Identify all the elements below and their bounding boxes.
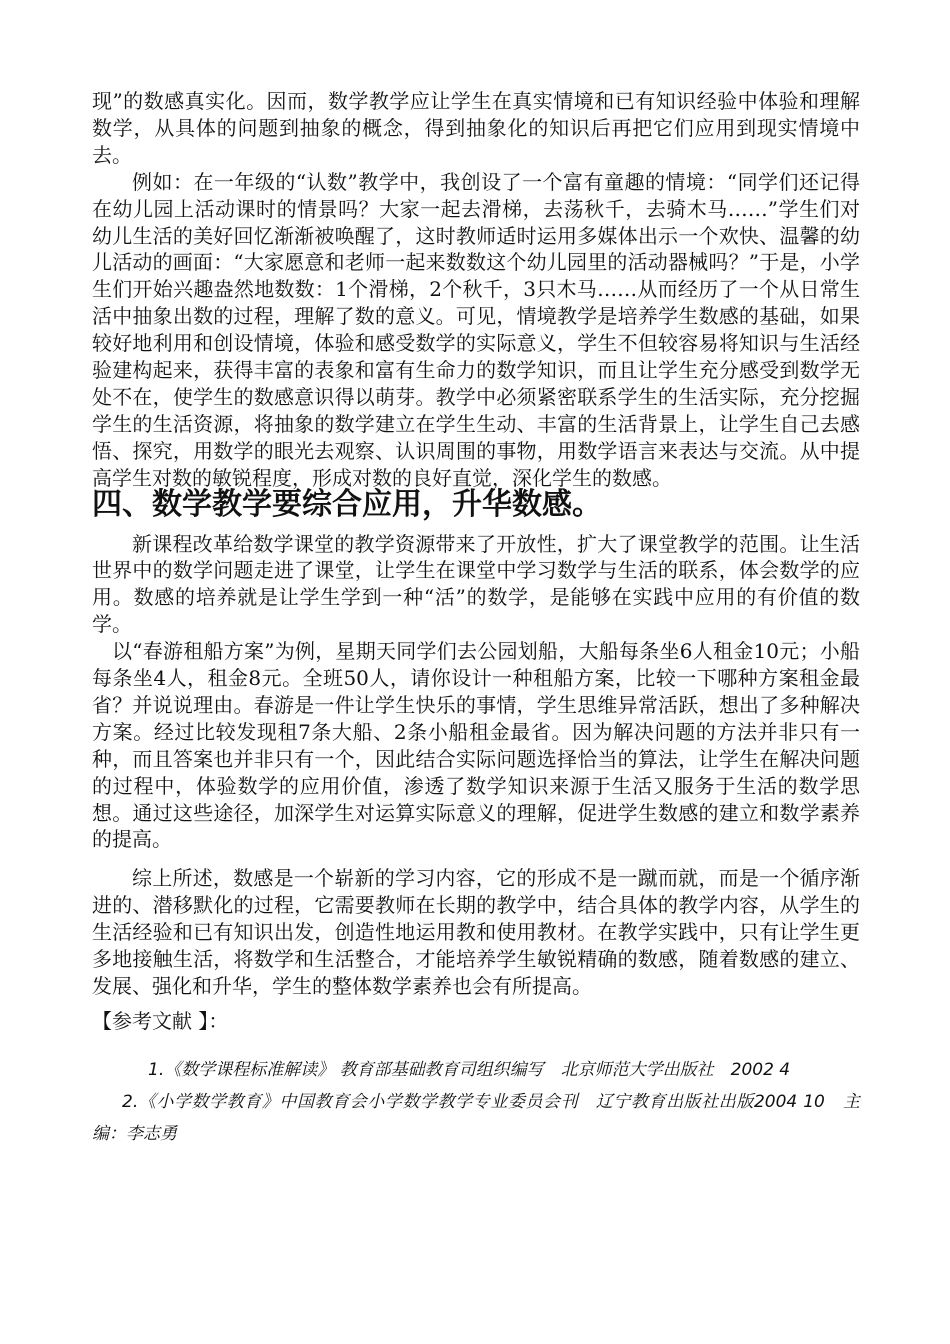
- paragraph-summary: 综上所述，数感是一个崭新的学习内容，它的形成不是一蹴而就，而是一个循序渐进的、潜移默化的过程，它需要教师在长期的教学中，结合具体的教学内容，从学生的生活经验和已有知识出发，创造性地运用教和使用教材。在教学实践中，只有让学生更多地接触生活，将数学和生活整合，才能培养学生敏锐精确的数感，随着数感的建立、发展、强化和升华，学生的整体数学素养也会有所提高。: [92, 866, 860, 998]
- paragraph-boat-rental: 以“春游租船方案”为例，星期天同学们去公园划船，大船每条坐6人租金10元；小船每条坐4人，租金8元。全班50人，请你设计一种租船方案，比较一下哪种方案租金最省？并说说理由。春游是一件让学生快乐的事情，学生思维异常活跃，想出了多种解决方案。经过比较发现租7条大船、2条小船租金最省。因为解决问题的方法并非只有一种，而且答案也并非只有一个，因此结合实际问题选择恰当的算法，让学生在解决问题的过程中，体验数学的应用价值，渗透了数学知识来源于生活又服务于生活的数学思想。通过这些途径，加深学生对运算实际意义的理解，促进学生数感的建立和数学素养的提高。: [92, 639, 860, 852]
- reference-item-1: 1.《数学课程标准解读》 教育部基础教育司组织编写 北京师范大学出版社 2002 4: [148, 1059, 791, 1080]
- reference-item-2: 2.《小学数学教育》中国教育会小学数学教学专业委员会刊 辽宁教育出版社出版2004 10 主编：李志勇: [92, 1091, 860, 1144]
- paragraph-intro: 现”的数感真实化。因而，数学教学应让学生在真实情境和已有知识经验中体验和理解数学，从具体的问题到抽象的概念，得到抽象化的知识后再把它们应用到现实情境中去。: [92, 89, 860, 167]
- article-body: [92, 88, 860, 1150]
- references-heading: 【参考文献 】：: [92, 1008, 229, 1033]
- section-heading-4: 四、数学教学要综合应用，升华数感。: [92, 486, 602, 522]
- paragraph-example-counting: 例如：在一年级的“认数”教学中，我创设了一个富有童趣的情境：“同学们还记得在幼儿园上活动课时的情景吗？大家一起去滑梯，去荡秋千，去骑木马……”学生们对幼儿生活的美好回忆渐渐被唤醒了，这时教师适时运用多媒体出示一个欢快、温馨的幼儿活动的画面：“大家愿意和老师一起来数数这个幼儿园里的活动器械吗？”于是，小学生们开始兴趣盎然地数数：1个滑梯，2个秋千，3只木马……从而经历了一个从日常生活中抽象出数的过程，理解了数的意义。可见，情境教学是培养学生数感的基础，如果较好地利用和创设情境，体验和感受数学的实际意义，学生不但较容易将知识与生活经验建构起来，获得丰富的表象和富有生命力的数学知识，而且让学生充分感受到数学无处不在，使学生的数感意识得以萌芽。教学中必须紧密联系学生的生活实际，充分挖掘学生的生活资源，将抽象的数学建立在学生生动、丰富的生活背景上，让学生自己去感悟、探究，用数学的眼光去观察、认识周围的事物，用数学语言来表达与交流。从中提高学生对数的敏锐程度，形成对数的良好直觉，深化学生的数感。: [92, 169, 860, 490]
- paragraph-new-curriculum: 新课程改革给数学课堂的教学资源带来了开放性，扩大了课堂教学的范围。让生活世界中的数学问题走进了课堂，让学生在课堂中学习数学与生活的联系，体会数学的应用。数感的培养就是让学生学到一种“活”的数学，是能够在实践中应用的有价值的数学。: [92, 531, 860, 637]
